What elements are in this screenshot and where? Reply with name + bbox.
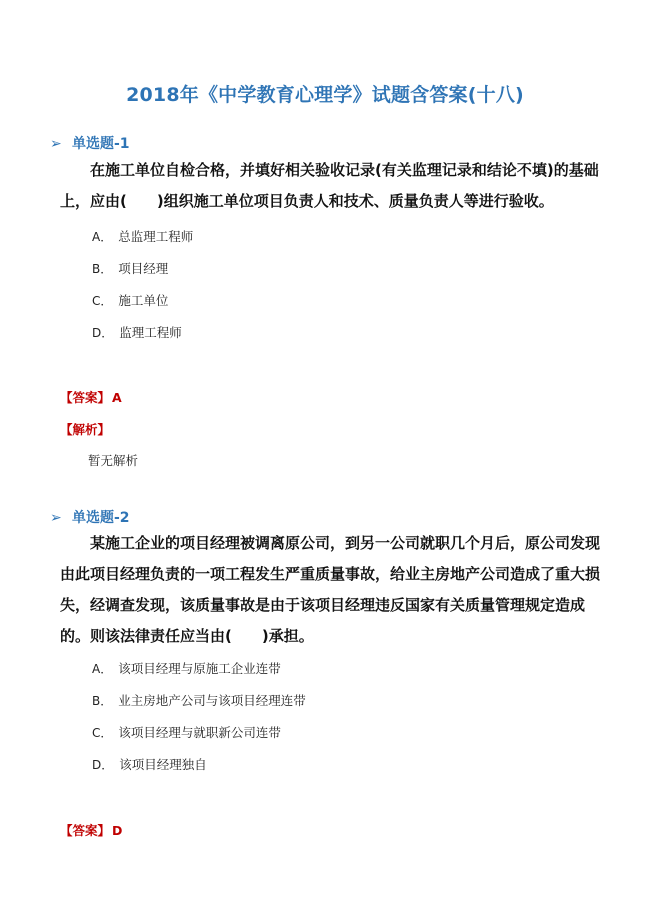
question-1-option-b: B． 项目经理 <box>92 261 169 276</box>
question-2-option-d: D． 该项目经理独自 <box>92 757 207 772</box>
question-2-option-b: B． 业主房地产公司与该项目经理连带 <box>92 693 306 708</box>
arrow-bullet-icon: ➢ <box>50 510 62 526</box>
question-2-stem: 某施工企业的项目经理被调离原公司，到另一公司就职几个月后，原公司发现由此项目经理负责的一项工程发生严重质量事故，给业主房地产公司造成了重大损失，经调查发现，该质量事故是由于该项目经理违反国家有关质量管理规定造成的。则该法律责任应当由( )承担。 <box>60 534 601 645</box>
question-1-option-d: D． 监理工程师 <box>92 325 182 340</box>
question-1-explain-text: 暂无解析 <box>88 453 139 468</box>
question-2-answer: 【答案】 D <box>60 823 123 838</box>
question-1-option-a: A． 总监理工程师 <box>92 229 194 244</box>
question-2-label: 单选题-2 <box>72 510 130 526</box>
question-1-option-c: C． 施工单位 <box>92 293 169 308</box>
question-1-heading <box>50 133 130 153</box>
question-2-option-c: C． 该项目经理与就职新公司连带 <box>92 725 281 740</box>
question-2-option-a: A． 该项目经理与原施工企业连带 <box>92 661 281 676</box>
arrow-bullet-icon: ➢ <box>50 136 62 152</box>
question-1-stem: 在施工单位自检合格，并填好相关验收记录(有关监理记录和结论不填)的基础上，应由( )组织施工单位项目负责人和技术、质量负责人等进行验收。 <box>60 161 599 210</box>
question-1-explain-label: 【解析】 <box>60 422 111 437</box>
question-1-label: 单选题-1 <box>72 136 130 152</box>
question-2-heading <box>50 507 130 527</box>
question-1-answer: 【答案】 A <box>60 390 122 405</box>
document-title: 2018年《中学教育心理学》试题含答案(十八) <box>126 84 524 106</box>
